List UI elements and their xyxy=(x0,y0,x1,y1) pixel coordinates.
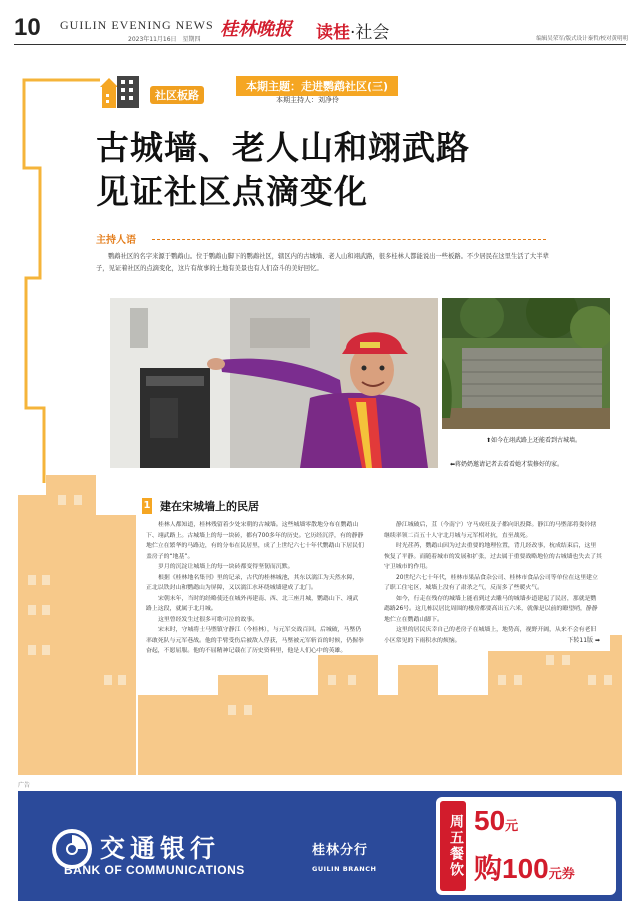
promo-unit-1: 元 xyxy=(505,818,519,833)
section-number-badge: 1 xyxy=(142,498,152,514)
page-number: 10 xyxy=(14,14,41,41)
bank-advertisement xyxy=(18,791,622,901)
issue-theme: 本期主题：走进鹦鹉社区(三) xyxy=(236,76,398,96)
article-paragraph: 如今，行走在残存的城墙上能看到过去雕马的城墙步道建起了民居，那就是鹦鹉路26号。这几栋民居比周围的楼房都要高出五六米，就像是以前的瞭望哨，静静地伫立在鹦鹉山脚下。 xyxy=(384,595,598,623)
ad-label: 广告 xyxy=(18,782,31,789)
promo-line-2 xyxy=(474,847,575,887)
masthead-divider xyxy=(14,44,626,45)
article-column-left xyxy=(146,520,364,657)
article-paragraph: 静江城破后，苴（今南宁）守马成旺及子都向讯投降。静江的马塈部将娄钤辖继续率领二百五十人守北月城与元军相对抗，直至战死。 xyxy=(384,522,597,539)
branch-name-cn: 桂林分行 xyxy=(312,843,369,858)
house-icon xyxy=(100,72,148,112)
headline-line-2: 见证社区点滴变化 xyxy=(96,172,368,211)
article-paragraph: 岁月的沉淀让城墙上的每一块砖都变得坚韧而沉默。 xyxy=(158,564,294,570)
article-paragraph: 宋朝末年，当时的经略使还在城外再建南、西、北三座月城，鹦鹉山下、翊武路上这段，就属于北月城。 xyxy=(146,595,359,612)
bank-name-en: BANK OF COMMUNICATIONS xyxy=(64,863,245,877)
grandma-photo xyxy=(110,298,438,468)
article-paragraph: 这里的居民庆幸自己的老房子在城墙上，地势高，视野开阔，从来不会有老旧小区常见的下雨积水的烦恼。 xyxy=(384,627,597,644)
city-wall-photo xyxy=(442,298,610,429)
promo-unit-2: 元券 xyxy=(548,866,575,881)
continued-on-page: 下转11版 ➡ xyxy=(567,637,600,644)
paper-logo: 桂林晚报 xyxy=(220,19,292,40)
dashed-divider xyxy=(152,239,546,240)
article-paragraph: 宋末时，守城将士马塈镇守静江（今桂林），与元军交战百回。后城破，马塈仍率敢死队与元军巷战。他的手臂受伤后被敌人俘获，马塈被元军斩首的时候，仍握拳奋起，不愿屈服。他的不屈精神记载在了历史资料里，他是人们心中的英雄。 xyxy=(146,627,364,654)
masthead xyxy=(0,0,640,46)
photo-caption-wall: ⬆如今在翊武路上还能看到古城墙。 xyxy=(486,437,582,444)
promo-box xyxy=(436,797,616,895)
article-column-right xyxy=(384,520,602,646)
paper-name-en: GUILIN EVENING NEWS xyxy=(60,18,214,32)
article-paragraph: 时光荏苒，鹦鹉山因为过去重要的地理位置，背几经改事，杭成结束后，这里恢复了平静。而随着城市的发展和扩张，过去属于重要战略地位的古城墙也失去了其守卫城市的作用。 xyxy=(384,543,602,570)
bank-name-cn: 交通银行 xyxy=(100,834,221,863)
section-title xyxy=(316,18,389,43)
host-intro-text: 鹦鹉社区的名字来源于鹦鹉山。位于鹦鹉山脚下的鹦鹉社区，辖区内的古城墙、老人山和翊武路，很多桂林人都能说出一些板路。不少居民在这里生活了大半辈子，见证着社区的点滴变化，这片有故事的土地有美景也有人们奋斗的美好回忆。 xyxy=(96,253,549,272)
promo-amount-2: 100 xyxy=(502,853,549,884)
branch-name-en: GUILIN BRANCH xyxy=(312,865,377,873)
issue-host: 本期主持人：刘净伶 xyxy=(276,96,339,104)
article-paragraph: 20世纪六七十年代，桂林市果品食杂公司、桂林市食品公司等单位在这里建立了职工住宅区，城墙上没有了肃杀之气，反而多了些暖火气。 xyxy=(384,574,598,591)
article-paragraph: 根据《桂林地名集刊》里的记录，古代的桂林城池，其东以漓江为天然水障，正北以铁封山和鹦鹉山为屏障，又以漓江水环绕城墙建成了北门。 xyxy=(146,574,359,591)
headline xyxy=(96,126,470,214)
headline-line-1: 古城墙、老人山和翊武路 xyxy=(96,128,470,167)
column-tag: 社区板路 xyxy=(150,86,204,104)
section-suffix: ·社会 xyxy=(350,23,390,43)
section-prefix: 读桂 xyxy=(316,23,350,43)
promo-prefix-2: 购 xyxy=(474,853,503,884)
article-paragraph: 这里曾经发生过很多可歌可泣的故事。 xyxy=(158,616,259,623)
photo-caption-grandma: ⬅蒋奶奶邀请记者去看看她才装修好的家。 xyxy=(450,461,564,468)
article-section-title: 建在宋城墙上的民居 xyxy=(160,500,259,513)
promo-amount-1: 50 xyxy=(474,805,506,836)
host-words-label: 主持人语 xyxy=(96,235,136,246)
article-paragraph: 桂林人都知道，桂林残留着少处宋朝的古城墙。这些城墙零散地分布在鹦鹉山下、翊武路上。古城墙上的每一块砖，都有700多年的历史。它历经沉浮，有的静静地伫立在繁华的马路边，有的分布在民居里，成了上世纪六七十年代鹦鹉山下居民们盖房子的“地基”。 xyxy=(146,522,364,560)
promo-vertical-label: 周五餐饮 xyxy=(440,801,466,891)
article-section xyxy=(138,491,610,654)
issue-date: 2023年11月16日 星期四 xyxy=(128,36,201,43)
editors-credit: 编辑吴荣军/版式设计秦哲/校对黄明明 xyxy=(536,36,628,42)
promo-line-1 xyxy=(474,805,518,837)
